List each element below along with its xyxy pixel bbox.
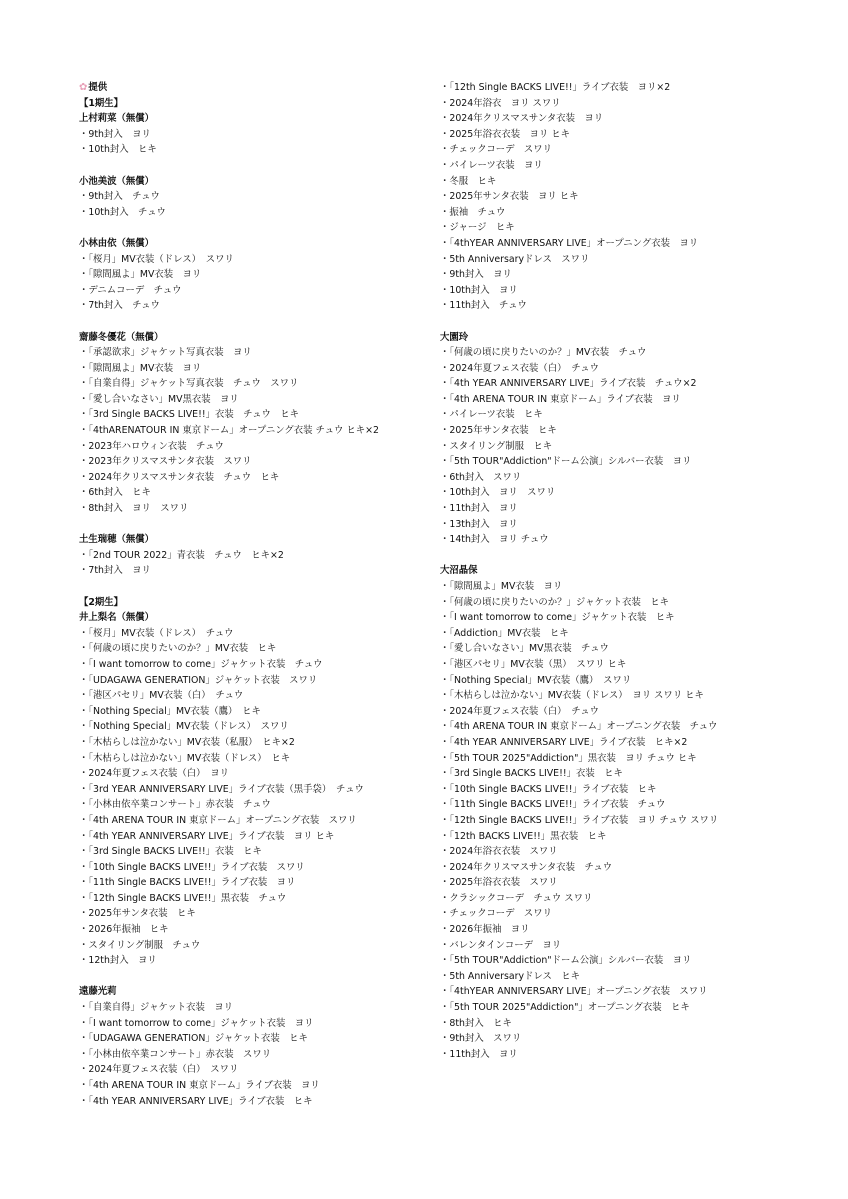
line-text: ・「UDAGAWA GENERATION」ジャケット衣装 スワリ [79, 674, 318, 686]
line-text: ・パイレーツ衣装 ヨリ [440, 159, 543, 171]
section-heading [79, 236, 434, 252]
list-item [440, 1016, 840, 1032]
list-item [440, 220, 840, 236]
list-item [79, 361, 434, 377]
list-item [440, 906, 840, 922]
line-text: ・「I want tomorrow to come」ジャケット衣装 ヒキ [440, 612, 675, 624]
line-text: ・「桜月」MV衣装（ドレス） スワリ [79, 253, 234, 265]
line-text: ・「承認欲求」ジャケット写真衣装 ヨリ [79, 347, 252, 359]
line-text: ・2025年浴衣衣装 ヨリ ヒキ [440, 128, 570, 140]
line-text: ・「Nothing Special」MV衣装（ドレス） スワリ [79, 721, 289, 733]
list-item [79, 345, 434, 361]
line-text: 提供 [88, 82, 108, 93]
list-item [79, 407, 434, 423]
line-text: ・「3rd Single BACKS LIVE!!」衣装 チュウ ヒキ [79, 409, 300, 421]
flower-icon: ✿ [79, 82, 88, 93]
line-text: ・「4thARENATOUR IN 東京ドーム」オープニング衣装 チュウ ヒキ×2 [79, 425, 379, 437]
line-text: ・10th封入 ヨリ [440, 284, 518, 296]
line-text: ・「桜月」MV衣装（ドレス） チュウ [79, 627, 234, 639]
line-text: ・8th封入 ヒキ [440, 1017, 512, 1029]
line-text: ・「UDAGAWA GENERATION」ジャケット衣装 ヒキ [79, 1033, 308, 1045]
list-item [440, 423, 840, 439]
list-item [79, 267, 434, 283]
list-item [440, 797, 840, 813]
list-item [79, 844, 434, 860]
section-heading [79, 111, 434, 127]
list-item [440, 1047, 840, 1063]
list-item [440, 96, 840, 112]
line-text: ・「木枯らしは泣かない」MV衣装（私服） ヒキ×2 [79, 736, 295, 748]
list-item [79, 673, 434, 689]
line-text: 齋藤冬優花（無償） [79, 331, 164, 343]
list-item [440, 267, 840, 283]
line-text: ・9th封入 ヨリ [79, 128, 151, 140]
line-text: ・「12th Single BACKS LIVE!!」黒衣装 チュウ [79, 892, 287, 904]
list-item [440, 174, 840, 190]
blank-line [440, 548, 840, 564]
line-text: 【2期生】 [79, 596, 124, 608]
list-item [79, 1062, 434, 1078]
list-item [79, 1031, 434, 1047]
list-item [79, 719, 434, 735]
list-item [79, 891, 434, 907]
list-item [79, 563, 434, 579]
section-heading [440, 330, 840, 346]
blank-line [79, 220, 434, 236]
list-item [440, 283, 840, 299]
list-item [79, 782, 434, 798]
list-item [79, 906, 434, 922]
list-item [79, 641, 434, 657]
list-item [79, 938, 434, 954]
line-text: ・11th封入 チュウ [440, 300, 527, 312]
line-text: ・「Nothing Special」MV衣装（鷹） ヒキ [79, 705, 261, 717]
list-item [440, 719, 840, 735]
line-text: ・「10th Single BACKS LIVE!!」ライブ衣装 ヒキ [440, 783, 657, 795]
list-item [79, 454, 434, 470]
list-item [79, 283, 434, 299]
list-item [440, 704, 840, 720]
list-item [440, 345, 840, 361]
list-item [79, 751, 434, 767]
line-text: ・2024年夏フェス衣装（白） スワリ [79, 1064, 239, 1076]
line-text: ・「Addiction」MV衣装 ヒキ [440, 627, 569, 639]
line-text: ・「4thYEAR ANNIVERSARY LIVE」オープニング衣装 スワリ [440, 986, 708, 998]
section-heading [79, 80, 434, 96]
line-text: ・「5th TOUR 2025"Addiction"」オープニング衣装 ヒキ [440, 1002, 690, 1014]
line-text: ・14th封入 ヨリ チュウ [440, 534, 549, 546]
line-text: ・「10th Single BACKS LIVE!!」ライブ衣装 スワリ [79, 861, 305, 873]
list-item [79, 657, 434, 673]
line-text: ・チェックコーデ スワリ [440, 144, 553, 156]
line-text: ・「4th ARENA TOUR IN 東京ドーム」ライブ衣装 ヨリ [440, 393, 681, 405]
line-text: ・振袖 チュウ [440, 206, 506, 218]
list-item [440, 252, 840, 268]
line-text: 小池美波（無償） [79, 175, 155, 187]
list-item [79, 423, 434, 439]
line-text: ・スタイリング制服 チュウ [79, 939, 201, 951]
section-heading [79, 984, 434, 1000]
list-item [440, 485, 840, 501]
list-item [440, 236, 840, 252]
line-text: ・12th封入 ヨリ [79, 955, 157, 967]
line-text: 上村莉菜（無償） [79, 113, 155, 125]
line-text: ・5th Anniversaryドレス ヒキ [440, 970, 581, 982]
line-text: ・「何歳の頃に戻りたいのか？」MV衣装 ヒキ [79, 643, 277, 655]
list-item [440, 610, 840, 626]
line-text: ・「3rd Single BACKS LIVE!!」衣装 ヒキ [79, 846, 262, 858]
list-item [440, 922, 840, 938]
list-item [440, 829, 840, 845]
list-item [440, 688, 840, 704]
line-text: ・「木枯らしは泣かない」MV衣装（ドレス） ヒキ [79, 752, 291, 764]
line-text: ・11th封入 ヨリ [440, 1048, 518, 1060]
line-text: ・2024年浴衣衣装 スワリ [440, 846, 558, 858]
list-item [440, 158, 840, 174]
line-text: ・6th封入 スワリ [440, 471, 522, 483]
line-text: ・「12th Single BACKS LIVE!!」ライブ衣装 ヨリ×2 [440, 82, 671, 93]
list-item [440, 891, 840, 907]
line-text: ・「港区パセリ」MV衣装（白） チュウ [79, 690, 244, 702]
line-text: ・チェックコーデ スワリ [440, 908, 553, 920]
line-text: ・「4thYEAR ANNIVERSARY LIVE」オープニング衣装 ヨリ [440, 237, 699, 249]
list-item [440, 127, 840, 143]
list-item [440, 532, 840, 548]
list-item [79, 626, 434, 642]
list-item [79, 376, 434, 392]
list-item [440, 875, 840, 891]
list-item [440, 454, 840, 470]
line-text: ・「5th TOUR"Addiction"ドーム公演」シルバー衣装 ヨリ [440, 955, 692, 967]
line-text: ・「木枯らしは泣かない」MV衣装（ドレス） ヨリ スワリ ヒキ [440, 690, 704, 702]
list-item [440, 969, 840, 985]
list-item [79, 875, 434, 891]
line-text: ・「3rd YEAR ANNIVERSARY LIVE」ライブ衣装（黒手袋） チュウ [79, 783, 364, 795]
list-item [79, 470, 434, 486]
list-item [440, 579, 840, 595]
line-text: ・2024年夏フェス衣装（白） チュウ [440, 705, 600, 717]
line-text: ・「港区パセリ」MV衣装（黒） スワリ ヒキ [440, 658, 627, 670]
list-item [440, 392, 840, 408]
list-item [440, 673, 840, 689]
line-text: ・2023年ハロウィン衣装 チュウ [79, 440, 224, 452]
list-item [79, 392, 434, 408]
line-text: ・5th Anniversaryドレス スワリ [440, 253, 590, 265]
list-item [440, 766, 840, 782]
list-item [440, 984, 840, 1000]
blank-line [79, 579, 434, 595]
line-text: ・2024年クリスマスサンタ衣装 チュウ [440, 861, 613, 873]
line-text: ・9th封入 スワリ [440, 1033, 522, 1045]
blank-line [79, 969, 434, 985]
list-item [440, 735, 840, 751]
list-item [440, 626, 840, 642]
line-text: 【1期生】 [79, 97, 124, 109]
list-item [440, 641, 840, 657]
list-item [79, 142, 434, 158]
list-item [440, 142, 840, 158]
line-text: ・「5th TOUR"Addiction"ドーム公演」シルバー衣装 ヨリ [440, 456, 692, 468]
line-text: ・7th封入 ヨリ [79, 565, 151, 577]
left-column [79, 80, 434, 1109]
line-text: ・冬服 ヒキ [440, 175, 497, 187]
line-text: ・2025年サンタ衣装 ヒキ [79, 908, 196, 920]
list-item [79, 953, 434, 969]
line-text: ・クラシックコーデ チュウ スワリ [440, 892, 593, 904]
section-heading [440, 563, 840, 579]
list-item [79, 688, 434, 704]
line-text: ・「I want tomorrow to come」ジャケット衣装 ヨリ [79, 1017, 314, 1029]
line-text: ・2024年夏フェス衣装（白） チュウ [440, 362, 600, 374]
list-item [440, 470, 840, 486]
line-text: ・「何歳の頃に戻りたいのか？」ジャケット衣装 ヒキ [440, 596, 670, 608]
line-text: ・スタイリング制服 ヒキ [440, 440, 553, 452]
line-text: 大園玲 [440, 331, 469, 343]
line-text: ・2024年浴衣 ヨリ スワリ [440, 97, 561, 109]
line-text: ・「12th Single BACKS LIVE!!」ライブ衣装 ヨリ チュウ スワリ [440, 814, 719, 826]
blank-line [79, 517, 434, 533]
line-text: 大沼晶保 [440, 565, 478, 577]
list-item [440, 1000, 840, 1016]
line-text: ・2025年サンタ衣装 ヨリ ヒキ [440, 191, 579, 203]
line-text: 遠藤光莉 [79, 986, 117, 998]
line-text: ・「4th YEAR ANNIVERSARY LIVE」ライブ衣装 チュウ×2 [440, 378, 697, 390]
blank-line [79, 314, 434, 330]
list-item [79, 439, 434, 455]
list-item [440, 938, 840, 954]
line-text: 小林由依（無償） [79, 237, 155, 249]
line-text: ・「Nothing Special」MV衣装（鷹） スワリ [440, 674, 632, 686]
line-text: ・「小林由依卒業コンサート」赤衣装 チュウ [79, 799, 271, 811]
list-item [440, 844, 840, 860]
line-text: ・「4th YEAR ANNIVERSARY LIVE」ライブ衣装 ヒキ×2 [440, 736, 688, 748]
line-text: ・バレンタインコーデ ヨリ [440, 939, 562, 951]
line-text: ・11th封入 ヨリ [440, 503, 518, 515]
list-item [440, 205, 840, 221]
list-item [79, 829, 434, 845]
line-text: ・9th封入 チュウ [79, 191, 160, 203]
line-text: ・2024年夏フェス衣装（白） ヨリ [79, 768, 229, 780]
line-text: ・2026年振袖 ヨリ [440, 924, 530, 936]
list-item [79, 813, 434, 829]
line-text: ・「4th ARENA TOUR IN 東京ドーム」オープニング衣装 チュウ [440, 721, 718, 733]
line-text: ・「4th YEAR ANNIVERSARY LIVE」ライブ衣装 ヨリ ヒキ [79, 830, 335, 842]
line-text: 井上梨名（無償） [79, 612, 155, 624]
line-text: ・2026年振袖 ヒキ [79, 924, 169, 936]
list-item [79, 485, 434, 501]
list-item [440, 751, 840, 767]
line-text: ・「小林由依卒業コンサート」赤衣装 スワリ [79, 1048, 272, 1060]
line-text: ・2025年サンタ衣装 ヒキ [440, 425, 557, 437]
list-item [79, 1016, 434, 1032]
line-text: ・「隙間風よ」MV衣装 ヨリ [79, 362, 202, 374]
list-item [79, 797, 434, 813]
list-item [79, 1047, 434, 1063]
line-text: ・「4th ARENA TOUR IN 東京ドーム」オープニング衣装 スワリ [79, 814, 357, 826]
list-item [440, 189, 840, 205]
list-item [79, 548, 434, 564]
list-item [79, 860, 434, 876]
line-text: ・「隙間風よ」MV衣装 ヨリ [79, 269, 202, 281]
blank-line [79, 158, 434, 174]
line-text: ・10th封入 ヒキ [79, 144, 157, 156]
line-text: ・2024年クリスマスサンタ衣装 ヨリ [440, 113, 604, 125]
list-item [440, 595, 840, 611]
line-text: ・「2nd TOUR 2022」青衣装 チュウ ヒキ×2 [79, 549, 284, 561]
list-item [79, 298, 434, 314]
list-item [440, 407, 840, 423]
section-heading [79, 595, 434, 611]
list-item [440, 361, 840, 377]
list-item [440, 376, 840, 392]
line-text: ・「4th YEAR ANNIVERSARY LIVE」ライブ衣装 ヒキ [79, 1095, 313, 1107]
line-text: ・「12th BACKS LIVE!!」黒衣装 ヒキ [440, 830, 607, 842]
line-text: ・6th封入 ヒキ [79, 487, 151, 499]
list-item [79, 1000, 434, 1016]
list-item [79, 501, 434, 517]
section-heading [79, 174, 434, 190]
line-text: ・「愛し合いなさい」MV黒衣装 チュウ [440, 643, 609, 655]
section-heading [79, 96, 434, 112]
line-text: ・「11th Single BACKS LIVE!!」ライブ衣装 チュウ [440, 799, 666, 811]
line-text: ・「隙間風よ」MV衣装 ヨリ [440, 581, 563, 592]
list-item [440, 501, 840, 517]
line-text: ・「何歳の頃に戻りたいのか？」MV衣装 チュウ [440, 347, 647, 359]
line-text: ・「3rd Single BACKS LIVE!!」衣装 ヒキ [440, 768, 623, 780]
line-text: ・「自業自得」ジャケット写真衣装 チュウ スワリ [79, 378, 299, 390]
list-item [440, 111, 840, 127]
line-text: ・10th封入 チュウ [79, 206, 166, 218]
list-item [440, 1031, 840, 1047]
line-text: 土生瑞穂（無償） [79, 534, 155, 546]
list-item [79, 127, 434, 143]
line-text: ・8th封入 ヨリ スワリ [79, 503, 189, 515]
line-text: ・「愛し合いなさい」MV黒衣装 ヨリ [79, 393, 239, 405]
section-heading [79, 610, 434, 626]
list-item [440, 439, 840, 455]
list-item [79, 922, 434, 938]
line-text: ・「自業自得」ジャケット衣装 ヨリ [79, 1002, 234, 1014]
section-heading [79, 532, 434, 548]
list-item [79, 189, 434, 205]
line-text: ・2025年浴衣衣装 スワリ [440, 877, 558, 889]
list-item [79, 1094, 434, 1110]
line-text: ・デニムコーデ チュウ [79, 284, 182, 296]
list-item [440, 860, 840, 876]
list-item [440, 298, 840, 314]
blank-line [440, 314, 840, 330]
line-text: ・7th封入 チュウ [79, 300, 160, 312]
list-item [79, 704, 434, 720]
list-item [440, 782, 840, 798]
line-text: ・「I want tomorrow to come」ジャケット衣装 チュウ [79, 658, 323, 670]
line-text: ・13th封入 ヨリ [440, 518, 518, 530]
list-item [440, 80, 840, 96]
list-item [440, 517, 840, 533]
list-item [440, 813, 840, 829]
list-item [79, 252, 434, 268]
list-item [79, 735, 434, 751]
line-text: ・「5th TOUR 2025"Addiction"」黒衣装 ヨリ チュウ ヒキ [440, 752, 697, 764]
line-text: ・10th封入 ヨリ スワリ [440, 487, 556, 499]
list-item [79, 205, 434, 221]
list-item [440, 953, 840, 969]
list-item [79, 766, 434, 782]
line-text: ・2024年クリスマスサンタ衣装 チュウ ヒキ [79, 471, 280, 483]
list-item [79, 1078, 434, 1094]
right-column [440, 80, 840, 1062]
list-item [440, 657, 840, 673]
line-text: ・「4th ARENA TOUR IN 東京ドーム」ライブ衣装 ヨリ [79, 1080, 320, 1091]
line-text: ・ジャージ ヒキ [440, 222, 515, 234]
line-text: ・パイレーツ衣装 ヒキ [440, 409, 543, 421]
line-text: ・2023年クリスマスサンタ衣装 スワリ [79, 456, 252, 468]
line-text: ・「11th Single BACKS LIVE!!」ライブ衣装 ヨリ [79, 877, 296, 889]
line-text: ・9th封入 ヨリ [440, 269, 512, 281]
section-heading [79, 330, 434, 346]
